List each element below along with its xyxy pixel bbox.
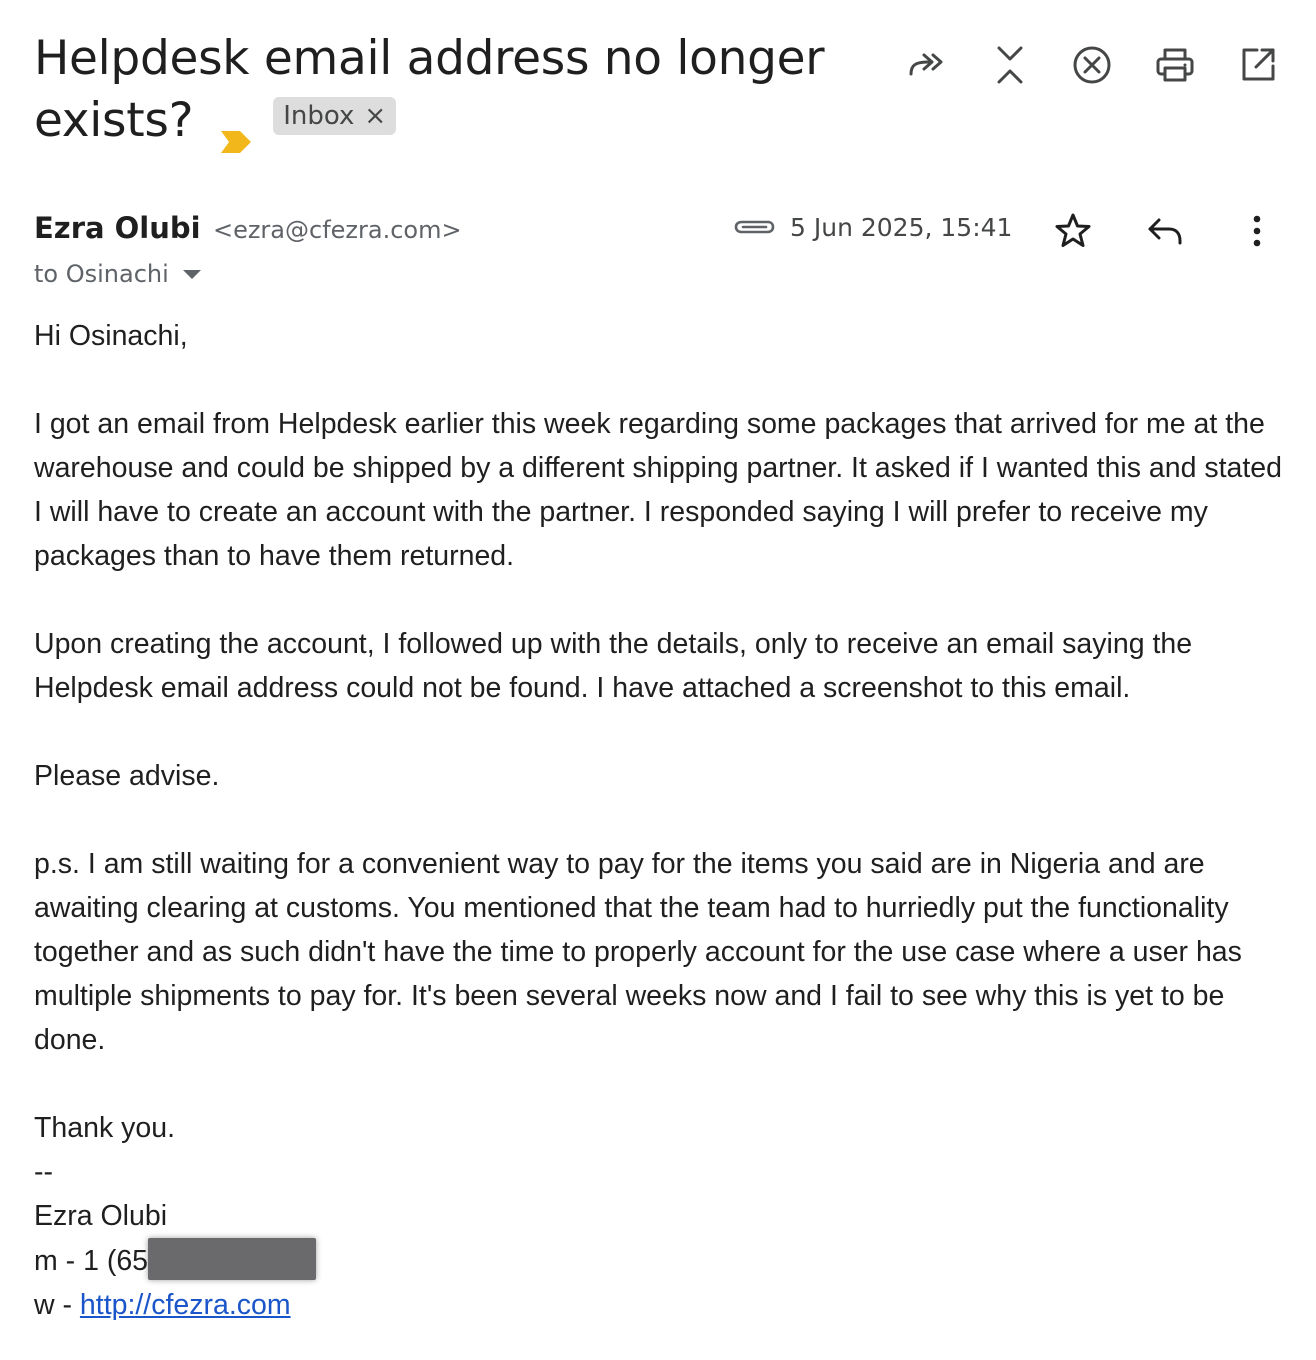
show-details-chevron-down-icon[interactable]: [183, 270, 201, 279]
signature-block: [34, 1106, 1296, 1327]
signature-separator: --: [34, 1156, 53, 1188]
remove-label-button[interactable]: ×: [364, 100, 387, 131]
more-vert-icon[interactable]: [1232, 206, 1282, 256]
website-link[interactable]: http://cfezra.com: [79, 1289, 291, 1321]
reply-icon[interactable]: [1140, 206, 1190, 256]
collapse-expand-icon[interactable]: [985, 40, 1035, 90]
body-paragraph: Please advise.: [34, 760, 220, 792]
redacted-phone-block: [148, 1238, 316, 1280]
close-circle-icon[interactable]: [1067, 40, 1117, 90]
message-meta: [730, 206, 1300, 254]
inbox-label-chip: [273, 97, 396, 135]
print-icon[interactable]: [1150, 40, 1200, 90]
mobile-prefix: m - 1 (65: [34, 1245, 149, 1277]
attachment-icon: [730, 206, 778, 246]
forward-all-icon[interactable]: [902, 40, 952, 90]
body-paragraph: p.s. I am still waiting for a convenient way to pay for the items you said are in Nigeria and are awaiting clearing at customs. You mentioned that the team had to hurriedly put the functionality together and as such didn't have the time to properly account for the use case where a user has multiple shipments to pay for. It's been several weeks now and I fail to see why this is yet to be done.: [34, 848, 1242, 1056]
thread-toolbar: [900, 40, 1290, 90]
importance-marker-icon[interactable]: [221, 107, 251, 129]
body-paragraph: Upon creating the account, I followed up with the details, only to receive an email saying the Helpdesk email address could not be found. I have attached a screenshot to this email.: [34, 628, 1193, 704]
label-text: Inbox: [283, 100, 355, 131]
signature-web: [34, 1283, 1296, 1327]
signature-mobile: [34, 1238, 1296, 1283]
subject-title: Helpdesk email address no longer exists?: [34, 31, 825, 148]
body-paragraph: I got an email from Helpdesk earlier this week regarding some packages that arrived for me at the warehouse and could be shipped by a different shipping partner. It asked if I wanted this and stated I will have to create an account with the partner. I responded saying I will prefer to receive my packages than to have them returned.: [34, 408, 1282, 572]
recipient-text: to Osinachi: [34, 260, 169, 288]
recipients-row: [34, 256, 201, 292]
message-date: 5 Jun 2025, 15:41: [790, 213, 1013, 242]
star-icon[interactable]: [1048, 206, 1098, 256]
sender-email: <ezra@cfezra.com>: [212, 216, 462, 244]
message-body: [34, 314, 1296, 1327]
sender-row: [34, 208, 462, 250]
email-subject: [34, 28, 874, 152]
closing: Thank you.: [34, 1112, 175, 1144]
web-prefix: w -: [34, 1289, 80, 1321]
signature-name: Ezra Olubi: [34, 1200, 168, 1232]
open-new-window-icon[interactable]: [1233, 40, 1283, 90]
sender-name[interactable]: Ezra Olubi: [34, 211, 201, 245]
greeting: Hi Osinachi,: [34, 320, 188, 352]
